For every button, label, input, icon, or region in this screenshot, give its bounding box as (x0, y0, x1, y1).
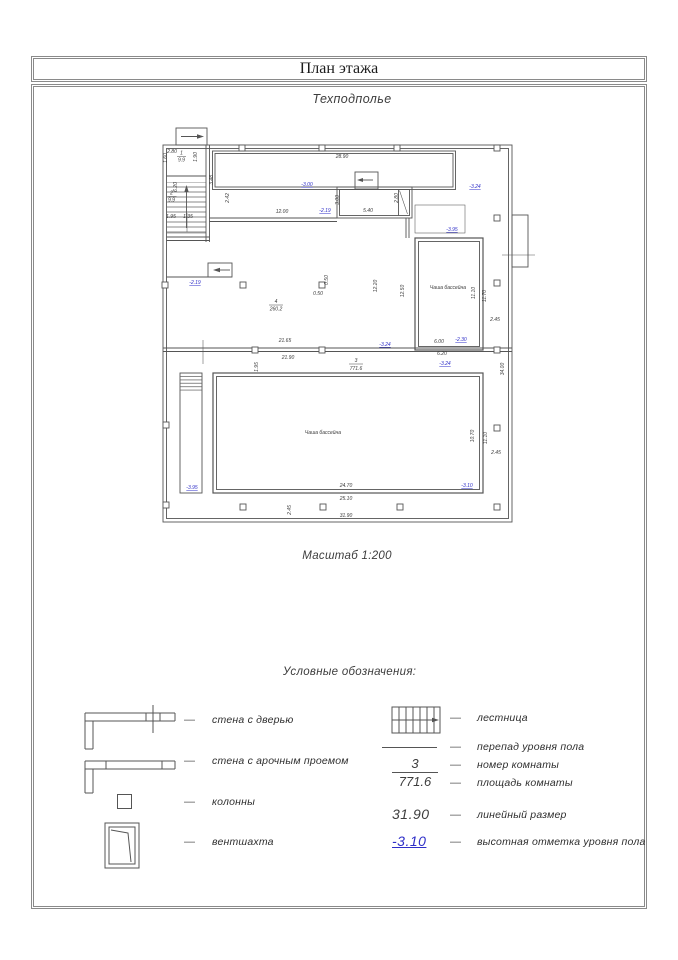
legend-label-vent: вентшахта (212, 836, 274, 848)
room-number-label: 4 (274, 299, 278, 305)
interior-stair (167, 263, 233, 277)
dimension-label: 6.20 (437, 351, 447, 357)
dimension-label: 2.45 (491, 450, 501, 456)
vent-shaft-diagonal (400, 191, 408, 215)
legend-dash: — (450, 712, 461, 724)
legend-dash: — (450, 809, 461, 821)
room-area-label: 9.9 (168, 197, 175, 204)
dimension-label: 2.80 (167, 149, 177, 155)
column-marker (239, 145, 245, 151)
mid-wall (163, 340, 512, 364)
legend-label-room-number: номер комнаты (477, 759, 560, 771)
dimension-label: 24.70 (339, 483, 353, 489)
legend-label-elevation: высотная отметка уровня пола (477, 836, 646, 848)
legend-dash: — (184, 796, 195, 808)
page-title: План этажа (299, 60, 379, 77)
elevation-label: -2.19 (319, 208, 331, 214)
dimension-label: 12.50 (400, 284, 406, 298)
dimension-label: 0.50 (313, 291, 323, 297)
dimension-label: 25.10 (339, 496, 353, 502)
legend-label-columns: колонны (212, 796, 256, 808)
plan-labels-group (163, 149, 506, 519)
narrow-stair-room (180, 373, 202, 493)
legend-dash: — (184, 755, 195, 767)
dimension-label: 2.42 (225, 193, 231, 203)
external-stair (502, 215, 535, 267)
dimension-label: 6.20 (173, 182, 179, 192)
column-marker (319, 145, 325, 151)
column-marker (494, 145, 500, 151)
column-marker (494, 347, 500, 353)
dimension-label: 12.00 (275, 209, 289, 215)
top-room (213, 151, 456, 190)
elevation-label: -3.24 (469, 184, 481, 190)
column-marker (252, 347, 258, 353)
dimension-label: 3.48 (209, 175, 215, 185)
entrance-stair (176, 128, 207, 145)
column-marker (163, 422, 169, 428)
pool-room-label: Чаша бассейна (304, 430, 342, 436)
dimension-label: 6.00 (434, 339, 444, 345)
stair-treads (355, 172, 378, 189)
column-marker (494, 280, 500, 286)
elevation-label: -3.24 (379, 342, 391, 348)
elevation-label: -3.95 (446, 227, 458, 233)
room-area-label: 9.9 (178, 157, 185, 164)
floor-name-subtitle: Техподполье (312, 92, 392, 106)
room-540 (337, 187, 412, 238)
elevation-label: -2.30 (455, 337, 467, 343)
column-marker (494, 215, 500, 221)
legend-label-level-change: перепад уровня пола (477, 741, 585, 753)
room-area-label: 771.6 (349, 366, 363, 372)
room-number-label: 1 (180, 150, 183, 157)
dimension-label: 1.60 (163, 153, 169, 163)
elevation-label: -3.95 (186, 485, 198, 491)
room-area-value: 771.6 (398, 774, 432, 789)
legend-label-linear-dim: линейный размер (477, 809, 567, 821)
entrance-block (167, 145, 210, 242)
stair-treads (181, 374, 202, 391)
elevation-label: -3.10 (461, 483, 473, 489)
legend-dash: — (450, 777, 461, 789)
column-marker (397, 504, 403, 510)
column-marker (163, 502, 169, 508)
column-marker (162, 282, 168, 288)
legend-dash: — (450, 741, 461, 753)
room-number-label: 2 (170, 190, 173, 197)
column-symbol (116, 793, 134, 811)
vent-shaft-symbol (104, 822, 142, 870)
room-number-value: 3 (392, 756, 438, 773)
room-number-label: 3 (354, 358, 358, 364)
legend-dash: — (450, 836, 461, 848)
room-area-label: 260.2 (269, 306, 283, 313)
dimension-label: 11.10 (471, 286, 477, 300)
column-marker (494, 425, 500, 431)
dimension-label: 1.35 (183, 214, 193, 220)
dimension-label: 1.90 (193, 152, 199, 162)
dimension-label: 31.90 (339, 513, 353, 519)
legend-heading: Условные обозначения: (283, 666, 417, 678)
dimension-label: 2.80 (394, 193, 400, 203)
level-change-symbol (382, 747, 437, 748)
dimension-label: 1.95 (254, 362, 260, 372)
floor-plan-svg (155, 120, 545, 540)
room-fraction-symbol (392, 756, 438, 789)
dimension-label: 2.45 (287, 505, 293, 515)
dimension-label: 12.20 (373, 279, 379, 293)
column-marker (240, 504, 246, 510)
legend-label-wall-arch: стена с арочным проемом (212, 755, 349, 767)
pool-bowl-2 (213, 373, 483, 493)
scale-note: Масштаб 1:200 (302, 550, 392, 562)
dimension-label: 28.90 (335, 154, 349, 160)
dimension-label: 1.95 (166, 214, 176, 220)
stairs-symbol (391, 704, 445, 738)
column-marker (494, 504, 500, 510)
elevation-label: -3.24 (439, 361, 451, 367)
dimension-label: 11.10 (483, 431, 489, 445)
legend-dash: — (450, 759, 461, 771)
dimension-label: 11.70 (482, 289, 488, 303)
column-marker (320, 504, 326, 510)
elevation-value: -3.10 (392, 833, 427, 849)
dimension-label: 21.65 (278, 338, 292, 344)
legend-label-room-area: площадь комнаты (477, 777, 573, 789)
dimension-label: 34.00 (500, 362, 506, 376)
legend-label-stairs: лестница (477, 712, 528, 724)
pool-room-label: Чаша бассейна (429, 285, 467, 291)
linear-dim-value: 31.90 (392, 806, 430, 822)
legend-dash: — (184, 836, 195, 848)
dimension-label: 21.90 (281, 355, 295, 361)
dimension-label: 10.70 (470, 429, 476, 443)
wall-with-door-symbol (82, 705, 182, 753)
dimension-label: 0.50 (324, 275, 330, 285)
dimension-label: 3.00 (335, 195, 341, 205)
column-marker (319, 347, 325, 353)
dimension-label: 5.40 (363, 208, 373, 214)
elevation-label: -3.00 (301, 182, 313, 188)
column-marker (240, 282, 246, 288)
legend-dash: — (184, 714, 195, 726)
dimension-label: 2.45 (490, 317, 500, 323)
elevation-label: -2.19 (189, 280, 201, 286)
column-marker (394, 145, 400, 151)
legend-label-wall-door: стена с дверью (212, 714, 294, 726)
